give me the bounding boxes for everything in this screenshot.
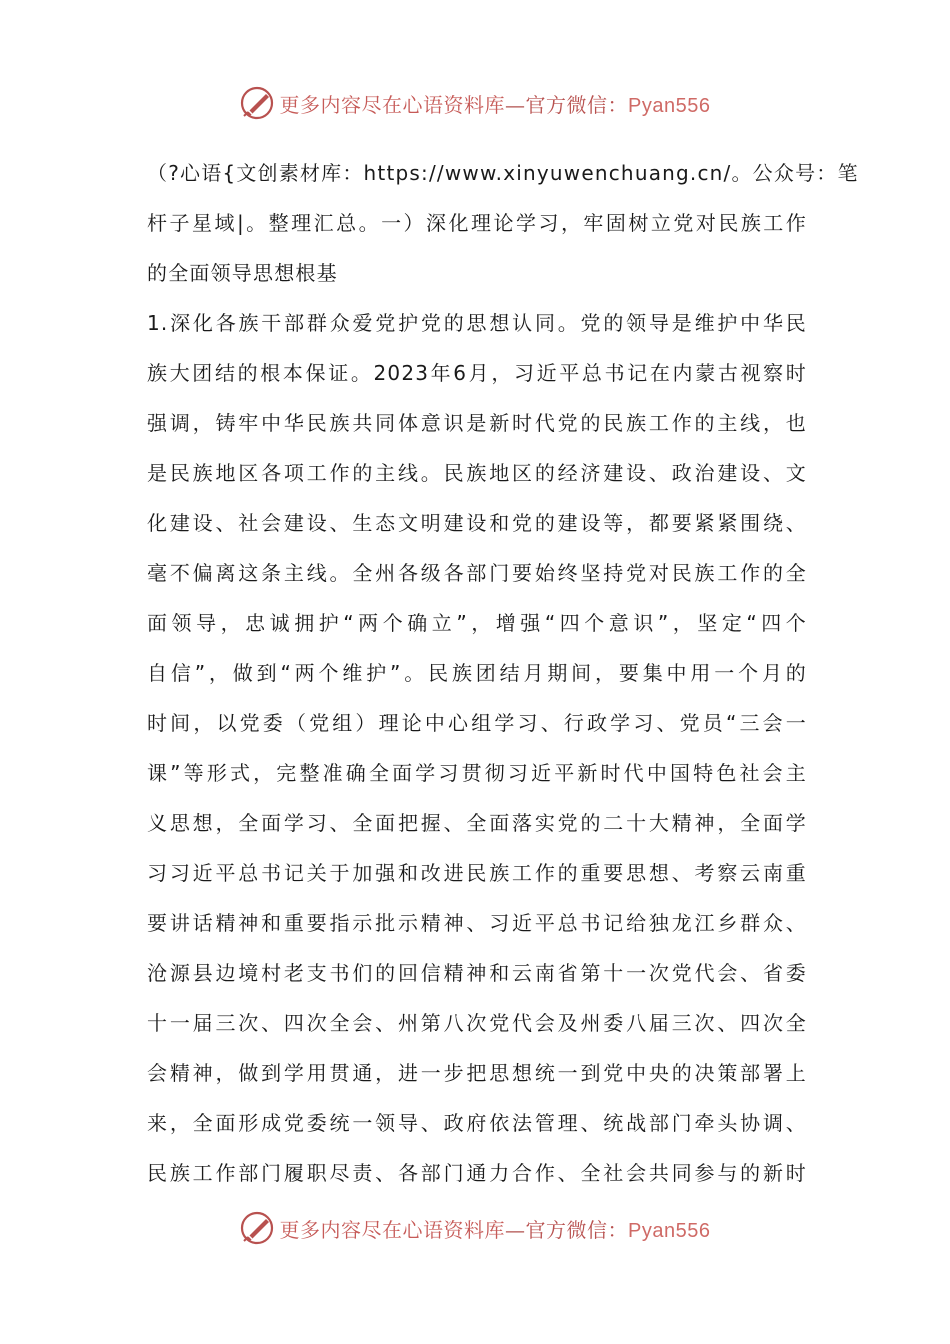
body-line: 时间，以党委（党组）理论中心组学习、行政学习、党员“三会一 <box>147 711 807 735</box>
footer-banner <box>0 1211 950 1245</box>
body-line: 族大团结的根本保证。2023年6月，习近平总书记在内蒙古视察时 <box>147 361 807 385</box>
body-line: 毫不偏离这条主线。全州各级各部门要始终坚持党对民族工作的全 <box>147 561 807 585</box>
banner-brand: 更多内容尽在心语资料库 <box>279 92 506 117</box>
body-line: （?心语{文创素材库：https://www.xinyuwenchuang.cn/。公众号：笔 <box>147 161 859 185</box>
body-line: 义思想，全面学习、全面把握、全面落实党的二十大精神，全面学 <box>147 811 807 835</box>
body-line: 民族工作部门履职尽责、各部门通力合作、全社会共同参与的新时 <box>147 1161 807 1185</box>
body-line: 要讲话精神和重要指示批示精神、习近平总书记给独龙江乡群众、 <box>147 911 807 935</box>
body-line: 习习近平总书记关于加强和改进民族工作的重要思想、考察云南重 <box>147 861 807 885</box>
body-line: 是民族地区各项工作的主线。民族地区的经济建设、政治建设、文 <box>147 461 807 485</box>
body-line: 来，全面形成党委统一领导、政府依法管理、统战部门牵头协调、 <box>147 1111 807 1135</box>
body-line: 沧源县边境村老支书们的回信精神和云南省第十一次党代会、省委 <box>147 961 807 985</box>
body-line: 自信”，做到“两个维护”。民族团结月期间，要集中用一个月的 <box>147 661 807 685</box>
body-line: 杆子星域|。整理汇总。一）深化理论学习，牢固树立党对民族工作 <box>147 211 807 235</box>
body-line: 面领导，忠诚拥护“两个确立”，增强“四个意识”，坚定“四个 <box>147 611 807 635</box>
banner-wechat-label: 官方微信： <box>525 92 629 117</box>
document-body <box>147 148 859 1198</box>
header-banner <box>0 86 950 120</box>
body-line: 1.深化各族干部群众爱党护党的思想认同。党的领导是维护中华民 <box>147 311 807 335</box>
banner-wechat-id: Pyan556 <box>628 94 711 117</box>
pen-logo-icon <box>240 1211 274 1245</box>
banner-wechat-id: Pyan556 <box>628 1219 711 1242</box>
body-line: 的全面领导思想根基 <box>147 261 338 285</box>
body-line: 会精神，做到学用贯通，进一步把思想统一到党中央的决策部署上 <box>147 1061 807 1085</box>
banner-text <box>280 1214 711 1243</box>
banner-text <box>280 89 711 118</box>
pen-logo-icon <box>240 86 274 120</box>
banner-dash: — <box>505 92 526 117</box>
banner-wechat-label: 官方微信： <box>525 1217 629 1242</box>
body-line: 十一届三次、四次全会、州第八次党代会及州委八届三次、四次全 <box>147 1011 807 1035</box>
body-line: 强调，铸牢中华民族共同体意识是新时代党的民族工作的主线，也 <box>147 411 807 435</box>
banner-dash: — <box>505 1217 526 1242</box>
body-line: 化建设、社会建设、生态文明建设和党的建设等，都要紧紧围绕、 <box>147 511 807 535</box>
banner-brand: 更多内容尽在心语资料库 <box>279 1217 506 1242</box>
body-line: 课”等形式，完整准确全面学习贯彻习近平新时代中国特色社会主 <box>147 761 807 785</box>
